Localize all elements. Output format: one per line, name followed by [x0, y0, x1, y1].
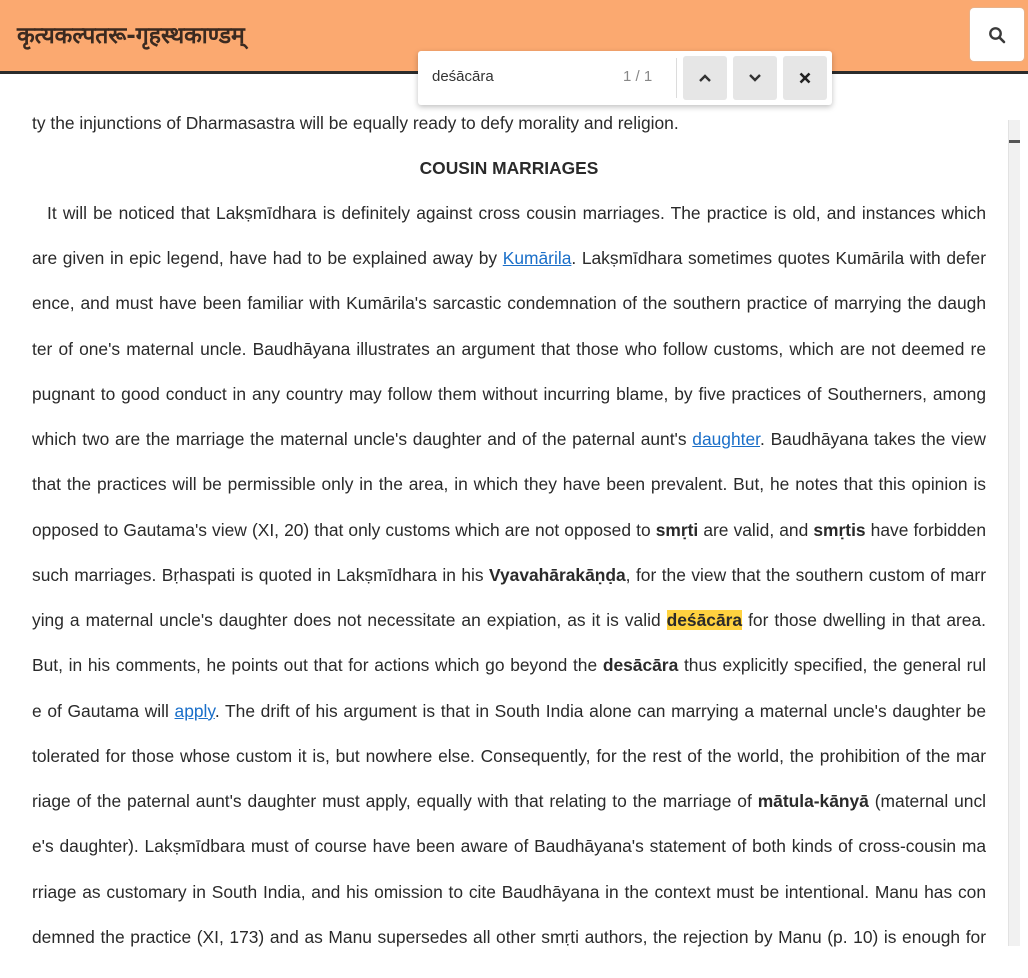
text-run: , for the view that the southern custom of marr — [625, 565, 986, 585]
text-run: for those dwelling in that area. — [742, 610, 986, 630]
text-run: which two are the marriage the maternal uncle's daughter and of the paternal aunt's — [32, 429, 693, 449]
text-run: . Baudhāyana takes the view — [760, 429, 986, 449]
link-daughter[interactable]: daughter — [692, 429, 760, 449]
find-divider — [676, 58, 677, 98]
text-line: e's daughter). Lakṣmīdbara must of course have been aware of Baudhāyana's statement of both kinds of cross-cousin ma — [32, 836, 986, 856]
text-run: e of Gautama will — [32, 701, 175, 721]
find-match-count: 1 / 1 — [623, 68, 653, 85]
text-line: ty the injunctions of Dharmasastra will be equally ready to defy morality and religion. — [32, 113, 679, 133]
find-next-button[interactable] — [733, 56, 777, 100]
text-line — [32, 698, 986, 724]
text-run: thus explicitly specified, the general rul — [678, 655, 986, 675]
bold-term: mātula-kānyā — [757, 791, 869, 811]
text-line — [32, 607, 986, 633]
text-line: rriage as customary in South India, and his omission to cite Baudhāyana in the context must be intentional. Manu has con — [32, 882, 986, 902]
text-run: (maternal uncl — [868, 791, 986, 811]
text-line: tolerated for those whose custom it is, but nowhere else. Consequently, for the rest of the world, the prohibition of the mar — [32, 746, 986, 766]
document-body — [32, 104, 986, 978]
text-run: . Lakṣmīdhara sometimes quotes Kumārila with defer — [571, 248, 986, 268]
chevron-down-icon — [748, 73, 762, 83]
find-close-button[interactable] — [783, 56, 827, 100]
text-line: pugnant to good conduct in any country may follow them without incurring blame, by five practices of Southerners, among — [32, 384, 986, 404]
text-run: have forbidden — [865, 520, 986, 540]
search-button[interactable] — [970, 8, 1024, 61]
section-heading: COUSIN MARRIAGES — [419, 158, 599, 178]
find-previous-button[interactable] — [683, 56, 727, 100]
text-line — [32, 245, 986, 271]
bold-term: smṛti — [655, 520, 699, 540]
text-line — [32, 517, 986, 543]
text-line: ence, and must have been familiar with Kumārila's sarcastic condemnation of the southern practice of marrying the daugh — [32, 293, 986, 313]
text-run: are valid, and — [698, 520, 814, 540]
page-title: कृत्यकल्पतरू-गृहस्थकाण्डम् — [17, 23, 245, 49]
text-line: It will be noticed that Lakṣmīdhara is definitely against cross cousin marriages. The practice is old, and instances which — [47, 203, 986, 223]
text-line — [32, 426, 986, 452]
text-run: are given in epic legend, have had to be explained away by — [32, 248, 503, 268]
bold-term: smṛtis — [813, 520, 866, 540]
vertical-scrollbar[interactable] — [1008, 120, 1020, 946]
text-line: that the practices will be permissible only in the area, in which they have been prevalent. But, he notes that this opinion is — [32, 474, 986, 494]
find-input[interactable]: deśācāra — [432, 68, 494, 85]
search-highlight: deśācāra — [666, 610, 743, 630]
text-run: . The drift of his argument is that in South India alone can marrying a maternal uncle's daughter be — [214, 701, 986, 721]
chevron-up-icon — [698, 73, 712, 83]
text-run: But, in his comments, he points out that for actions which go beyond the — [32, 655, 603, 675]
text-line — [32, 562, 986, 588]
text-run: such marriages. Bṛhaspati is quoted in Lakṣmīdhara in his — [32, 565, 490, 585]
bold-term: Vyavahārakāṇḍa — [489, 565, 626, 585]
search-icon — [988, 26, 1006, 44]
text-line — [32, 788, 986, 814]
text-run: riage of the paternal aunt's daughter must apply, equally with that relating to the marriage of — [32, 791, 758, 811]
bold-term: desācāra — [602, 655, 679, 675]
scrollbar-thumb[interactable] — [1009, 140, 1020, 143]
text-line — [32, 652, 986, 678]
link-apply[interactable]: apply — [174, 701, 215, 721]
text-line: demned the practice (XI, 173) and as Manu supersedes all other smṛti authors, the rejection by Manu (p. 10) is enough for — [32, 927, 986, 947]
close-icon — [799, 72, 811, 84]
text-run: ying a maternal uncle's daughter does not necessitate an expiation, as it is valid — [32, 610, 667, 630]
text-run: opposed to Gautama's view (XI, 20) that only customs which are not opposed to — [32, 520, 656, 540]
text-line: ter of one's maternal uncle. Baudhāyana illustrates an argument that those who follow customs, which are not deemed re — [32, 339, 986, 359]
find-bar — [418, 51, 832, 105]
link-kumarila[interactable]: Kumārila — [502, 248, 572, 268]
